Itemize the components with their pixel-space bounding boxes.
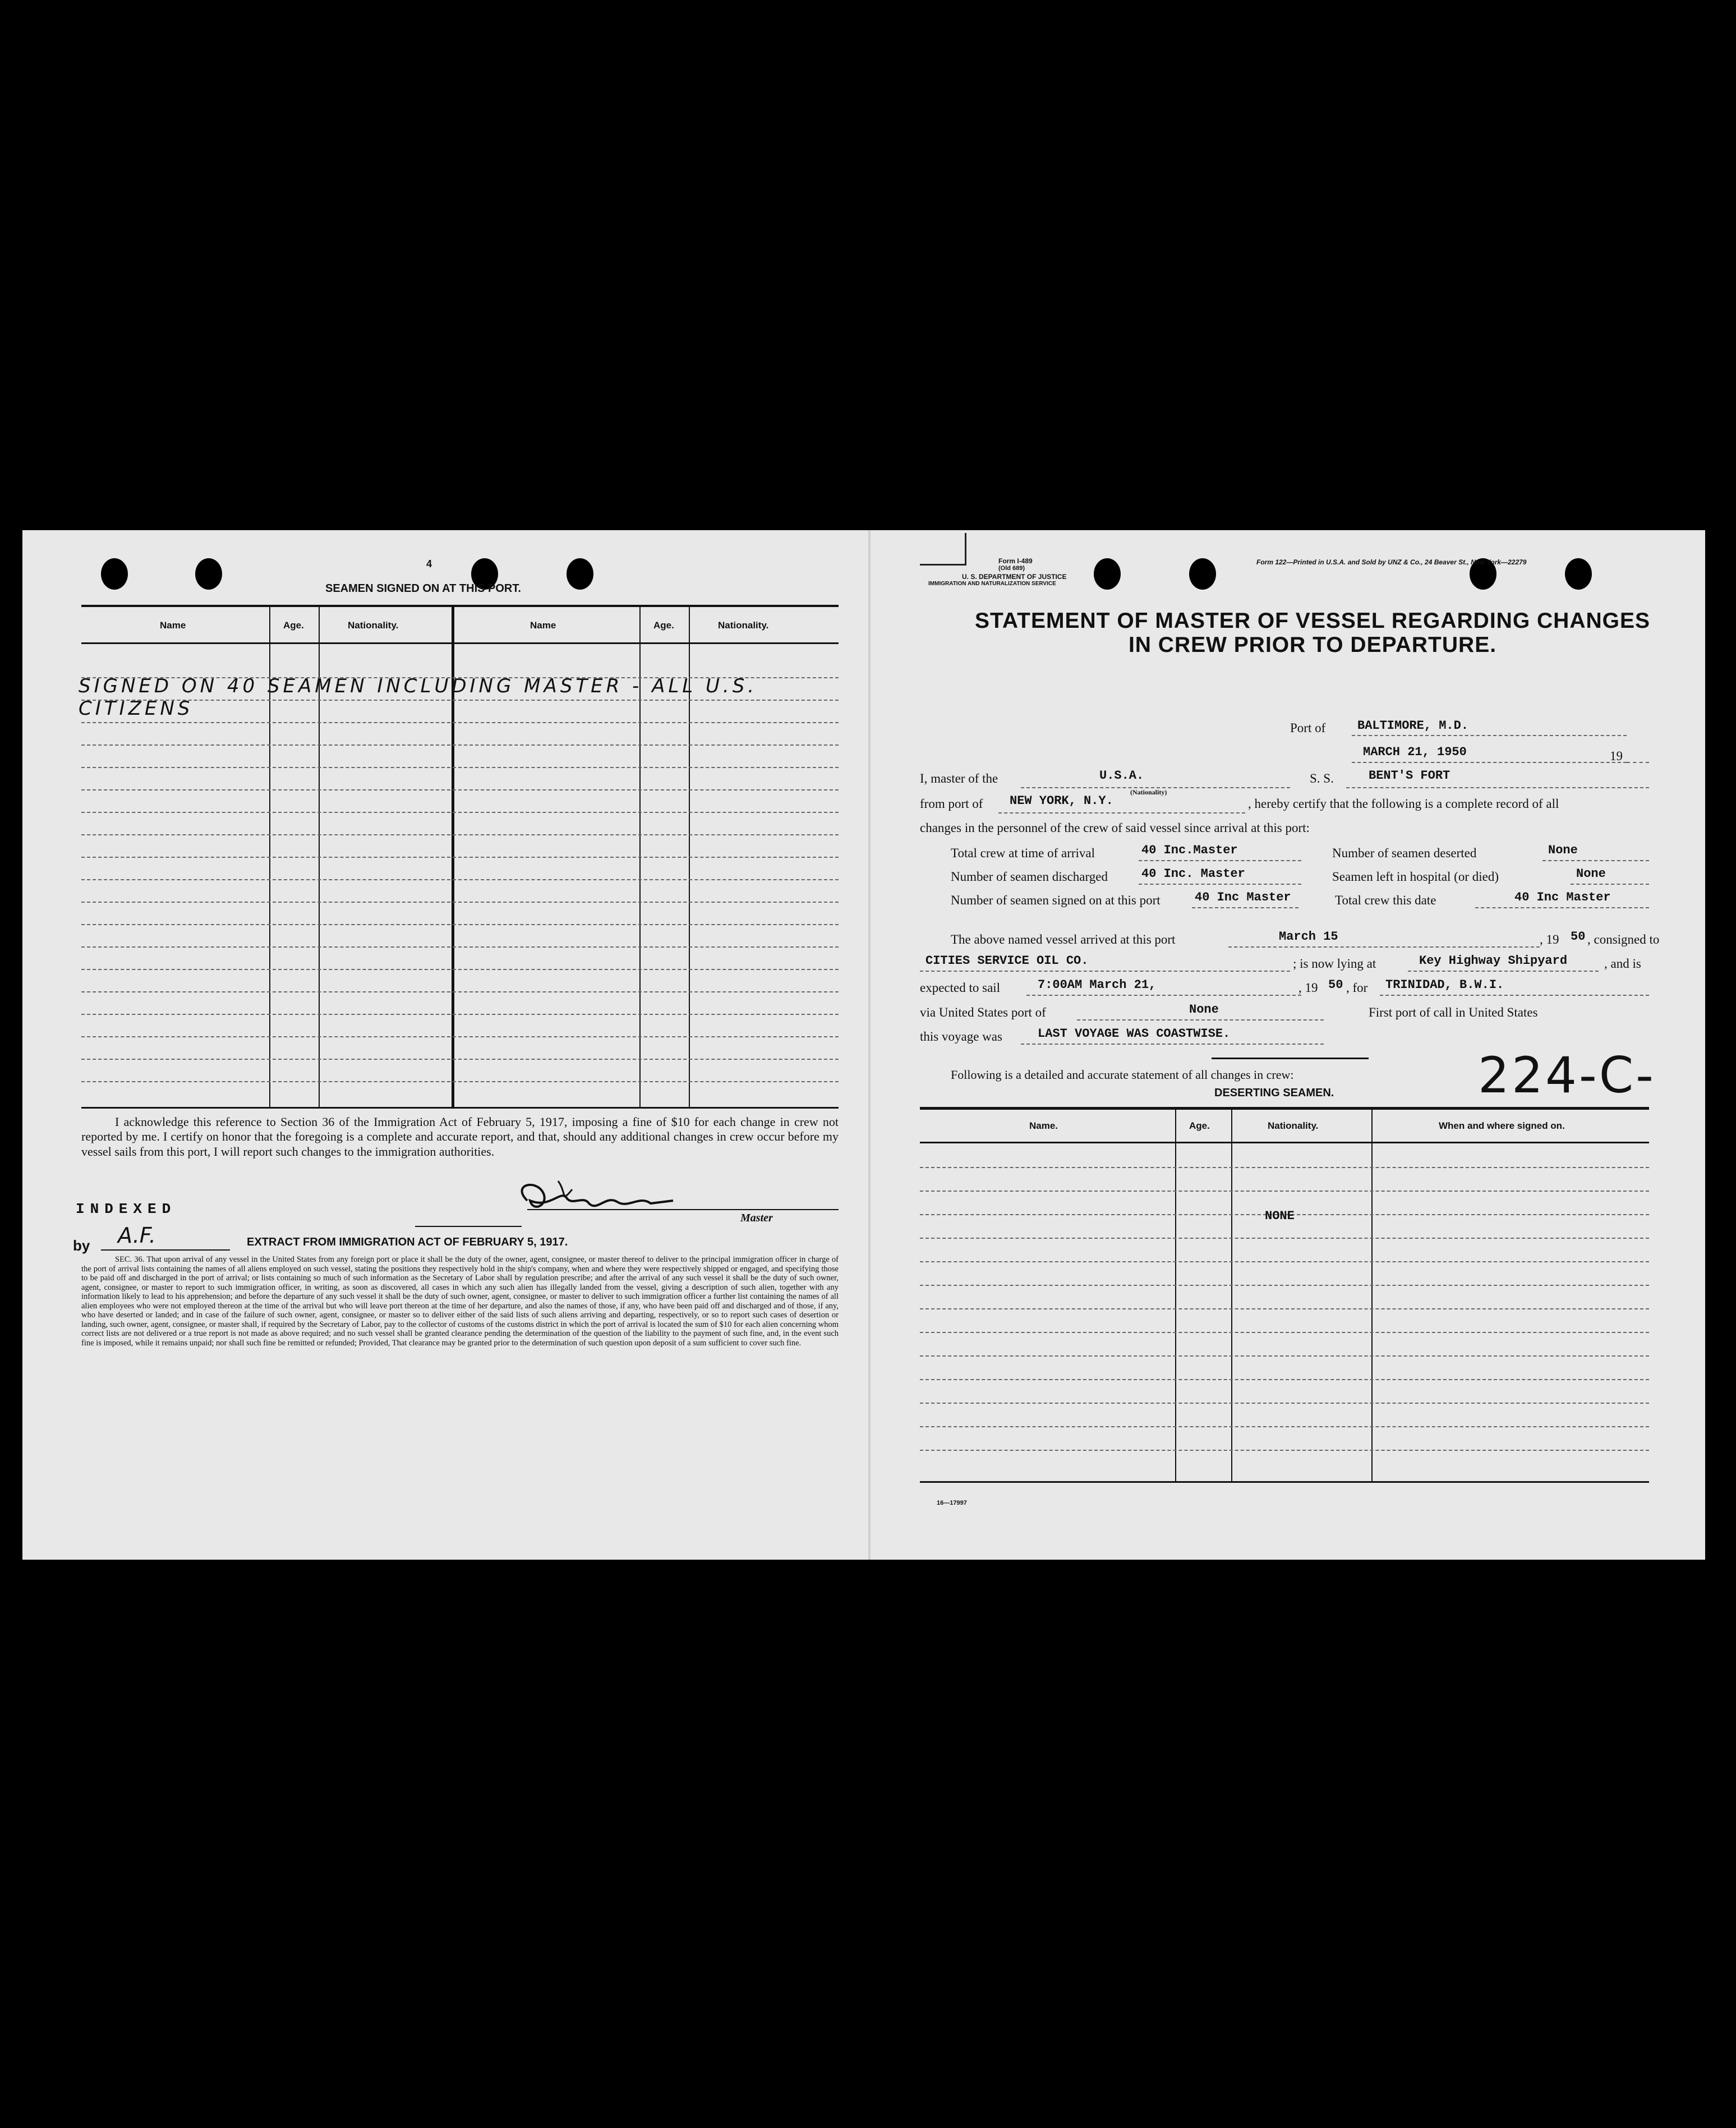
deserted-line (1542, 860, 1649, 861)
table-row (920, 1285, 1649, 1286)
col-divider (1175, 1108, 1176, 1481)
table-row (81, 1081, 839, 1082)
table-row (920, 1450, 1649, 1451)
table-row (81, 946, 839, 948)
form-title-line2: IN CREW PRIOR TO DEPARTURE. (1128, 633, 1497, 657)
expected-label: expected to sail (920, 981, 1001, 995)
consignee-value: CITIES SERVICE OIL CO. (925, 954, 1089, 968)
hospital-line (1571, 884, 1649, 885)
via-label: via United States port of (920, 1005, 1046, 1019)
col-header-age: Age. (283, 620, 304, 631)
page-fold (868, 530, 871, 1560)
arrived-year: 50 (1571, 930, 1586, 944)
discharged-line (1139, 884, 1301, 885)
table-row (81, 812, 839, 813)
first-port-label: First port of call in United States (1369, 1005, 1538, 1019)
table-row (81, 879, 839, 880)
year-line (1627, 762, 1649, 763)
lying-line (1408, 971, 1599, 972)
via-value: None (1189, 1003, 1219, 1017)
changes-text: changes in the personnel of the crew of said vessel since arrival at this port: (920, 821, 1310, 835)
total-crew-arrival-value: 40 Inc.Master (1141, 843, 1238, 857)
signed-on-label: Number of seamen signed on at this port (951, 893, 1161, 907)
deserted-label: Number of seamen deserted (1332, 846, 1477, 860)
from-port-label: from port of (920, 797, 983, 811)
table-row (81, 1036, 839, 1037)
col-divider (1371, 1108, 1373, 1481)
service-label: IMMIGRATION AND NATURALIZATION SERVICE (928, 581, 1056, 587)
ship-name: BENT'S FORT (1369, 769, 1450, 783)
signature-line (527, 1209, 839, 1210)
paper-tab (920, 533, 966, 566)
table-row (920, 1191, 1649, 1192)
signed-on-value: 40 Inc Master (1195, 890, 1291, 904)
ship-line (1346, 787, 1649, 788)
from-port-value: NEW YORK, N.Y. (1010, 794, 1113, 808)
table-row (81, 857, 839, 858)
col-header-age-2: Age. (653, 620, 674, 631)
table-row (920, 1332, 1649, 1333)
voyage-label: this voyage was (920, 1029, 1002, 1044)
table-row (81, 700, 839, 701)
indexed-initials: A.F. (118, 1223, 156, 1248)
for-label: , for (1346, 981, 1368, 995)
arrived-label: The above named vessel arrived at this port (951, 932, 1176, 946)
via-line (1077, 1019, 1324, 1021)
lying-value: Key Highway Shipyard (1419, 954, 1568, 968)
none-entry: NONE (1265, 1209, 1295, 1223)
master-signature (505, 1178, 718, 1217)
discharged-value: 40 Inc. Master (1141, 867, 1245, 881)
header-rule (81, 642, 839, 644)
printer-note: Form 122—Printed in U.S.A. and Sold by UNZ & Co., 24 Beaver St., New York—22279 (1256, 558, 1527, 566)
form-number: Form I-489 (998, 557, 1033, 565)
col-header-name: Name. (1029, 1120, 1058, 1131)
col-header-when-where: When and where signed on. (1439, 1120, 1565, 1131)
table-row (81, 902, 839, 903)
table-row (920, 1379, 1649, 1380)
left-section-title: SEAMEN SIGNED ON AT THIS PORT. (325, 582, 521, 595)
table-row (920, 1308, 1649, 1309)
table-row (81, 789, 839, 790)
table-bottom-rule (81, 1107, 839, 1109)
following-text: Following is a detailed and accurate statement of all changes in crew: (951, 1068, 1294, 1082)
table-row (920, 1261, 1649, 1262)
footer-code: 16—17997 (937, 1500, 967, 1506)
punch-hole (195, 558, 222, 590)
section-36-text: SEC. 36. That upon arrival of any vessel in the United States from any foreign port or place it shall be the duty of the owner, agent, consignee, or master thereof to deliver to the principal immigration officer in charge of the port of arrival lists containing the names of all aliens employed on such vessel, stating the positions they respectively hold in the ship's company, when and where they were respectively shipped or engaged, and specifying those to be paid off and discharged in the port of arrival; or lists containing so much of such information as the Secretary of Labor shall by regulation prescribe; and after the arrival of any such vessel it shall be the duty of such owner, agent, consignee, or master to report to such immigration officer, in writing, as soon as discovered, all cases in which any such alien has illegally landed from the vessel, giving a description of such alien, together with any information likely to lead to his apprehension; and before the departure of any such vessel it shall be the duty of such owner, agent, consignee, or master to deliver to such immigration officer a further list containing the names of all alien employees who were not employed thereon at the time of the arrival but who will leave port thereon at the time of her departure, and also the names of those, if any, who have been paid off and discharged and of those, if any, who have deserted or landed; and in case of the failure of such owner, agent, consignee, or master so to deliver either of the said lists of such aliens arriving and departing, respectively, or so to report such cases of desertion or landing, such owner, agent, consignee, or master shall, if required by the Secretary of Labor, pay to the collector of customs of the customs district in which the port of arrival is located the sum of $10 for each alien concerning whom correct lists are not delivered or a true report is not made as above required; and no such vessel shall be granted clearance pending the determination of the question of the liability to the payment of such fine, and, in the event such fine is imposed, while it remains unpaid; nor shall such fine be remitted or refunded; Provided, That clearance may be granted prior to the determination of such question upon deposit of a sum sufficient to cover such fine. (81, 1255, 839, 1348)
punch-hole (567, 558, 593, 590)
port-value: BALTIMORE, M.D. (1357, 719, 1469, 733)
table-row (81, 1014, 839, 1015)
hospital-value: None (1576, 867, 1606, 881)
lying-label: ; is now lying at (1293, 957, 1376, 971)
nationality-value: U.S.A. (1099, 769, 1144, 783)
sail-year-prefix: , 19 (1298, 981, 1318, 995)
form-title-line1: STATEMENT OF MASTER OF VESSEL REGARDING CHANGES (974, 609, 1651, 633)
arrived-value: March 15 (1279, 930, 1338, 944)
deserted-value: None (1548, 843, 1578, 857)
col-header-age: Age. (1189, 1120, 1210, 1131)
handwritten-entry-line1: SIGNED ON 40 SEAMEN INCLUDING MASTER - ALL U.S. (79, 675, 758, 697)
discharged-label: Number of seamen discharged (951, 870, 1108, 884)
section-rule (1212, 1058, 1369, 1059)
date-line (1352, 762, 1627, 763)
table-row (81, 834, 839, 835)
punch-hole (1094, 558, 1121, 590)
form-old-number: (Old 689) (998, 565, 1025, 572)
destination-line (1380, 995, 1649, 996)
table-row (920, 1167, 1649, 1168)
by-line (101, 1249, 230, 1251)
table-top-rule (81, 605, 839, 607)
document-sheet (22, 530, 1705, 1560)
certify-text: , hereby certify that the following is a complete record of all (1248, 797, 1559, 811)
table-row (920, 1355, 1649, 1357)
total-crew-arrival-line (1139, 860, 1301, 861)
table-top-rule (920, 1107, 1649, 1110)
total-crew-arrival-label: Total crew at time of arrival (951, 846, 1095, 860)
col-header-nationality-2: Nationality. (718, 620, 769, 631)
header-rule (920, 1142, 1649, 1143)
voyage-value: LAST VOYAGE WAS COASTWISE. (1038, 1027, 1231, 1041)
destination-value: TRINIDAD, B.W.I. (1385, 978, 1504, 992)
table-row (920, 1403, 1649, 1404)
master-of-label: I, master of the (920, 771, 998, 785)
table-row (81, 1059, 839, 1060)
signature-line-left (415, 1226, 522, 1227)
table-bottom-rule (920, 1481, 1649, 1483)
col-header-name-2: Name (530, 620, 556, 631)
date-value: MARCH 21, 1950 (1363, 745, 1467, 759)
port-label: Port of (1290, 721, 1326, 735)
punch-hole (1189, 558, 1216, 590)
signed-on-line (1192, 907, 1298, 908)
deserting-title: DESERTING SEAMEN. (1214, 1087, 1334, 1099)
col-header-nationality: Nationality. (348, 620, 399, 631)
table-row (81, 969, 839, 970)
total-today-line (1475, 907, 1649, 908)
table-row (81, 722, 839, 723)
expected-line (1026, 995, 1301, 996)
total-today-label: Total crew this date (1335, 893, 1436, 907)
consigned-label: , consigned to (1587, 932, 1660, 946)
master-label: Master (740, 1212, 773, 1224)
sail-year: 50 (1328, 978, 1343, 992)
col-divider (1231, 1108, 1232, 1481)
page-number: 4 (426, 558, 432, 569)
voyage-line (1021, 1044, 1324, 1045)
year-prefix: 19 (1610, 749, 1623, 763)
handwritten-entry-line2: CITIZENS (79, 697, 194, 720)
arrived-line (1228, 946, 1540, 948)
port-line (1352, 735, 1627, 736)
col-header-name: Name (160, 620, 186, 631)
table-row (920, 1238, 1649, 1239)
by-label: by (73, 1237, 90, 1254)
and-is: , and is (1604, 957, 1641, 971)
table-row (81, 744, 839, 746)
total-today-value: 40 Inc Master (1514, 890, 1611, 904)
ss-label: S. S. (1310, 771, 1334, 785)
table-row (920, 1426, 1649, 1427)
col-header-nationality: Nationality. (1268, 1120, 1319, 1131)
punch-hole (101, 558, 128, 590)
indexed-stamp: INDEXED (76, 1201, 177, 1217)
extract-title: EXTRACT FROM IMMIGRATION ACT OF FEBRUARY 5, 1917. (247, 1236, 568, 1248)
table-row (81, 991, 839, 992)
from-port-line (998, 812, 1245, 813)
nationality-caption: (Nationality) (1130, 788, 1167, 796)
consignee-line (920, 971, 1290, 972)
hospital-label: Seamen left in hospital (or died) (1332, 870, 1499, 884)
arrived-year-prefix: , 19 (1540, 932, 1559, 946)
expected-value: 7:00AM March 21, (1038, 978, 1157, 992)
file-number: 224-C- (1478, 1046, 1656, 1104)
department-label: U. S. DEPARTMENT OF JUSTICE (962, 573, 1067, 581)
table-row (81, 924, 839, 925)
table-row (81, 767, 839, 768)
acknowledgement-text: I acknowledge this reference to Section 36 of the Immigration Act of February 5, 1917, imposing a fine of $10 for each change in crew not reported by me. I certify on honor that the foregoing is a complete and accurate report, and that, should any additional changes in crew occur before my vessel sails from this port, I will report such changes to the immigration authorities. (81, 1115, 839, 1159)
punch-hole (1565, 558, 1592, 590)
